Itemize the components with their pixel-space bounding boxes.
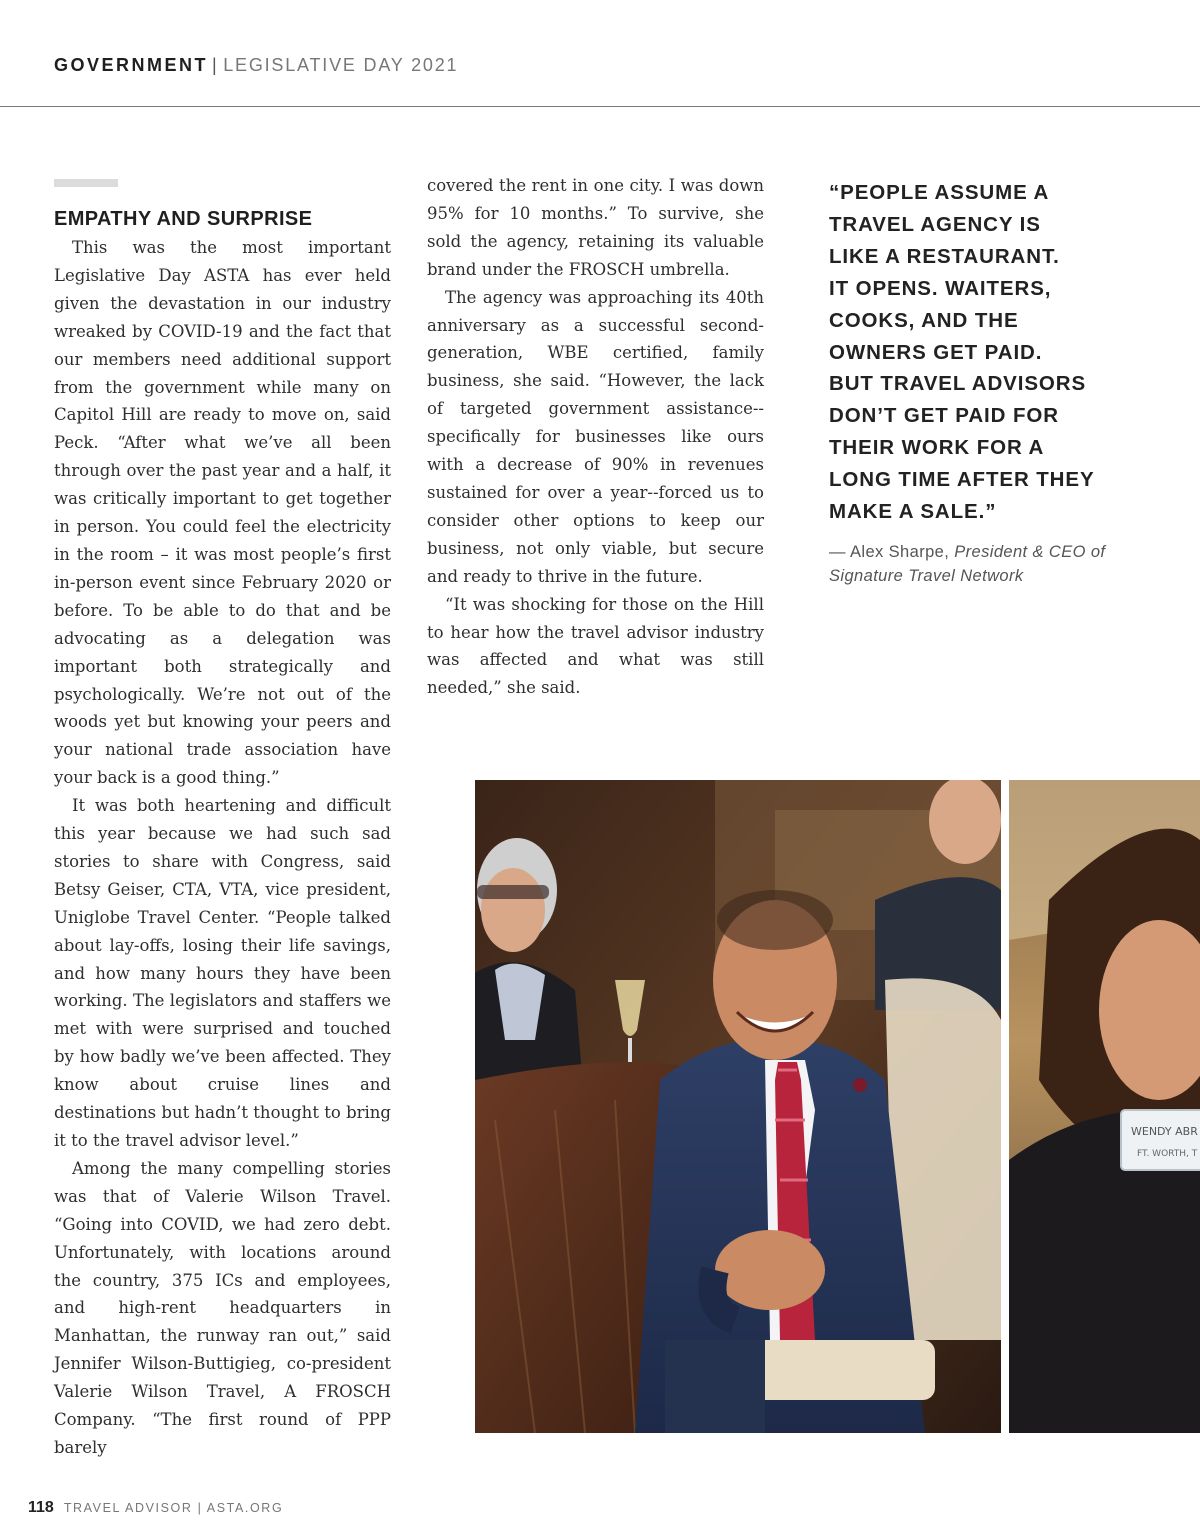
paragraph: The agency was approaching its 40th anniversary as a successful second-generation, WBE certified, family business, she said. “However, the lack of targeted government assistance--specifically for businesses like ours with a decrease of 90% in revenues sustained for over a year--forced us to consider other options to keep our business, not only viable, but secure and ready to thrive in the future.	[427, 287, 764, 586]
subsection-label: LEGISLATIVE DAY 2021	[223, 55, 459, 75]
header-separator: |	[212, 55, 220, 75]
page-number: 118	[28, 1499, 54, 1516]
pull-quote: “PEOPLE ASSUME A TRAVEL AGENCY IS LIKE A RESTAURANT. IT OPENS. WAITERS, COOKS, AND THE OWNERS GET PAID. BUT TRAVEL ADVISORS DON’T GET PAID FOR THEIR WORK FOR A LONG TIME AFTER THEY MAKE A SALE.”	[829, 181, 1095, 524]
publication-name: TRAVEL ADVISOR | ASTA.ORG	[63, 1501, 284, 1515]
event-photo-attendee	[1009, 780, 1200, 1433]
paragraph: “It was shocking for those on the Hill to hear how the travel advisor industry was affected and what was still needed,” she said.	[427, 594, 764, 698]
badge-location: FT. WORTH, T	[1137, 1149, 1198, 1159]
running-header	[54, 54, 458, 80]
photo-illustration	[475, 780, 1001, 1433]
text-column-1	[54, 234, 391, 1462]
attribution-name: — Alex Sharpe,	[829, 543, 950, 561]
heading-accent-bar	[54, 179, 118, 187]
text-column-2	[427, 172, 764, 702]
pull-quote-attribution	[829, 540, 1169, 588]
paragraph: Among the many compelling stories was that of Valerie Wilson Travel. “Going into COVID, we had zero debt. Unfortunately, with locations around the country, 375 ICs and employees, and high-rent headquarters in Manhattan, the runway ran out,” said Jennifer Wilson-Buttigieg, co-president Valerie Wilson Travel, A FROSCH Company. “The first round of PPP barely	[54, 1158, 391, 1457]
page-footer	[28, 1497, 283, 1519]
photo-illustration-2	[1009, 780, 1200, 1433]
header-rule	[0, 106, 1200, 107]
event-photo-congressman	[475, 780, 1001, 1433]
attribution-title: President & CEO of Signature Travel Network	[829, 543, 1106, 585]
section-label: GOVERNMENT	[54, 55, 209, 75]
badge-name: WENDY ABR	[1131, 1125, 1198, 1138]
paragraph: covered the rent in one city. I was down 95% for 10 months.” To survive, she sold the agency, retaining its valuable brand under the FROSCH umbrella.	[427, 176, 764, 279]
paragraph: This was the most important Legislative Day ASTA has ever held given the devastation in our industry wreaked by COVID-19 and the fact that our members need additional support from the government while many on Capitol Hill are ready to move on, said Peck. “After what we’ve all been through over the past year and a half, it was critically important to get together in person. You could feel the electricity in the room – it was most people’s first in-person event since February 2020 or before. To be able to do that and be advocating as a delegation was important both strategically and psychologically. We’re not out of the woods yet but knowing your peers and your national trade association have your back is a good thing.”	[54, 238, 391, 788]
article-heading: EMPATHY AND SURPRISE	[54, 208, 313, 230]
paragraph: It was both heartening and difficult this year because we had such sad stories to share with Congress, said Betsy Geiser, CTA, VTA, vice president, Uniglobe Travel Center. “People talked about lay-offs, losing their life savings, and how many hours they have been working. The legislators and staffers we met with were surprised and touched by how badly we’ve been affected. They know about cruise lines and destinations but hadn’t thought to bring it to the travel advisor level.”	[54, 796, 391, 1150]
